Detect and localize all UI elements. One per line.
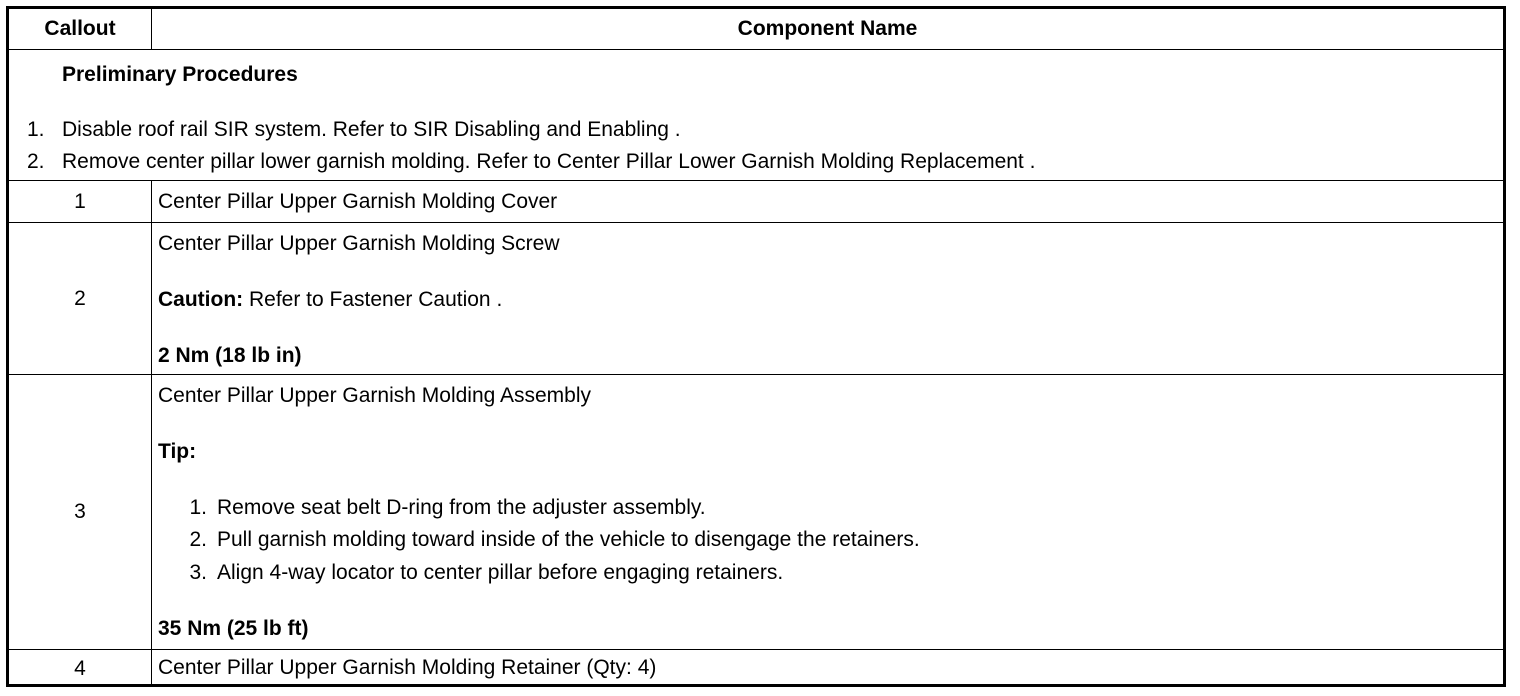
table-row (9, 181, 1503, 223)
step-number: 2. (27, 150, 45, 173)
component-cell (158, 650, 1499, 687)
tip-number: 1. (189, 496, 207, 519)
tip-number: 3. (189, 561, 207, 584)
callout-cell: 3 (9, 375, 152, 649)
callout-cell: 2 (9, 223, 152, 374)
table-row (9, 375, 1503, 650)
table-header (9, 9, 1503, 50)
component-name: Center Pillar Upper Garnish Molding Cover (158, 190, 558, 213)
component-cell (158, 223, 1499, 374)
preliminary-procedures (9, 50, 1503, 181)
preliminary-step (27, 150, 1035, 174)
component-table (6, 6, 1506, 687)
step-number: 1. (27, 118, 45, 141)
tip-step (168, 496, 706, 520)
torque-spec: 35 Nm (25 lb ft) (158, 617, 309, 640)
callout-cell: 1 (9, 181, 152, 222)
tip-step (168, 561, 783, 585)
tip-number: 2. (189, 528, 207, 551)
tip-step (168, 528, 920, 552)
callout-cell: 4 (9, 650, 152, 687)
tip-label: Tip: (158, 440, 197, 463)
component-name-header: Component Name (737, 17, 918, 40)
caution-label: Caution: (158, 288, 244, 311)
table-row (9, 223, 1503, 375)
caution-text: Refer to Fastener Caution . (243, 288, 503, 311)
tip-text: Remove seat belt D-ring from the adjuster assembly. (217, 496, 706, 519)
tip-text: Align 4-way locator to center pillar before engaging retainers. (217, 561, 784, 584)
table-row (9, 650, 1503, 687)
component-name: Center Pillar Upper Garnish Molding Retainer (Qty: 4) (158, 656, 657, 679)
component-name: Center Pillar Upper Garnish Molding Screw (158, 232, 560, 255)
step-text: Disable roof rail SIR system. Refer to SIR Disabling and Enabling . (62, 118, 681, 141)
preliminary-title: Preliminary Procedures (62, 63, 298, 86)
callout-header: Callout (9, 9, 152, 49)
preliminary-step (27, 118, 681, 142)
step-text: Remove center pillar lower garnish molding. Refer to Center Pillar Lower Garnish Molding Replacement . (62, 150, 1036, 173)
caution-note (158, 288, 502, 312)
component-cell (158, 375, 1499, 649)
component-cell (158, 181, 1499, 222)
component-name: Center Pillar Upper Garnish Molding Assembly (158, 384, 592, 407)
tip-text: Pull garnish molding toward inside of the vehicle to disengage the retainers. (217, 528, 920, 551)
torque-spec: 2 Nm (18 lb in) (158, 344, 302, 367)
